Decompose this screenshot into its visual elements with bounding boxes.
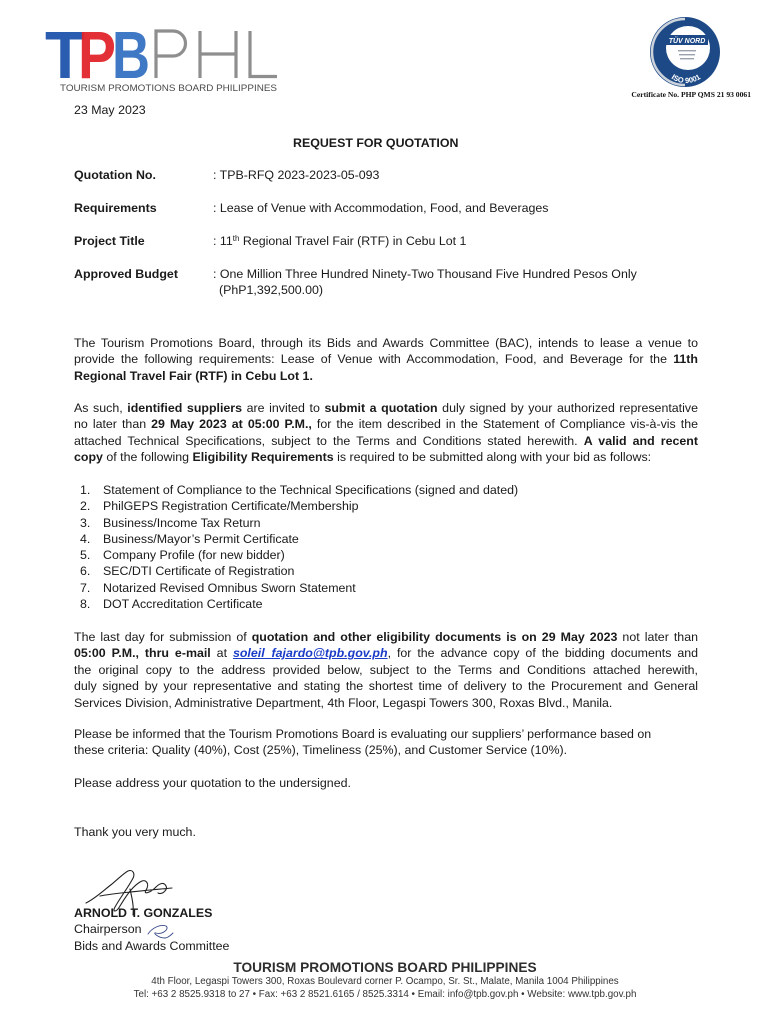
- list-text: SEC/DTI Certificate of Registration: [103, 564, 295, 579]
- field-label: Requirements: [74, 201, 157, 215]
- paragraph-line: [74, 629, 698, 645]
- field-label: Project Title: [74, 234, 145, 248]
- paragraph-line: [74, 695, 698, 711]
- field-value: [213, 266, 637, 299]
- paragraph-line: these criteria: Quality (40%), Cost (25%), Timeliness (25%), and Customer Service (10%).: [74, 743, 568, 758]
- field-value: : Lease of Venue with Accommodation, Food, and Beverages: [213, 201, 549, 215]
- bold-run: Eligibility Requirements: [192, 450, 334, 465]
- text-run: for the item described in the Statement of Compliance vis-à-vis the: [311, 417, 698, 432]
- list-item: [74, 498, 698, 514]
- list-number: 1.: [80, 483, 91, 497]
- certificate-number: Certificate No. PHP QMS 21 93 0061: [631, 90, 751, 99]
- signatory-name: ARNOLD T. GONZALES: [74, 906, 213, 920]
- text-run: duly signed by your authorized representative: [437, 401, 698, 415]
- list-text: Notarized Revised Omnibus Sworn Statement: [103, 580, 356, 595]
- bold-run: quotation and other eligibility documents is on 29 May 2023: [251, 630, 618, 644]
- footer-contact: Tel: +63 2 8525.9318 to 27 • Fax: +63 2 8521.6165 / 8525.3314 • Email: info@tpb.gov.ph • Website: www.tpb.gov.ph: [133, 989, 637, 1000]
- signatory-position: Chairperson: [74, 922, 142, 937]
- budget-in-figures: (PhP1,392,500.00): [219, 283, 324, 298]
- text-run: of the following: [102, 450, 193, 465]
- logo-letter-b: B: [112, 24, 150, 93]
- document-title: REQUEST FOR QUOTATION: [293, 136, 459, 150]
- cert-logo-fine-print: [680, 58, 694, 59]
- text-run: duly signed by your representative and stating the shortest time of delivery to the Procurement and General: [74, 679, 698, 694]
- list-number: 4.: [80, 531, 91, 546]
- text-run: , for the advance copy of the bidding documents and: [387, 646, 699, 661]
- budget-in-words: : One Million Three Hundred Ninety-Two Thousand Five Hundred Pesos Only: [213, 267, 637, 281]
- letter-date: 23 May 2023: [74, 103, 146, 117]
- list-text: Company Profile (for new bidder): [103, 548, 285, 563]
- list-number: 3.: [80, 515, 91, 530]
- bold-run: submit a quotation: [324, 401, 438, 415]
- text-run: not later than: [617, 630, 698, 644]
- text-run: As such,: [74, 401, 128, 415]
- eligibility-list: [74, 482, 698, 612]
- list-text: Statement of Compliance to the Technical Specifications (signed and dated): [103, 483, 519, 497]
- field-label: Quotation No.: [74, 168, 156, 182]
- tpb-phl-logo: [40, 24, 285, 98]
- list-text: Business/Income Tax Return: [103, 515, 261, 530]
- list-number: 8.: [80, 597, 91, 612]
- address-note: Please address your quotation to the undersigned.: [74, 776, 351, 790]
- list-item: [74, 482, 698, 498]
- paragraph-line: [74, 678, 698, 694]
- ordinal-suffix: th: [232, 234, 240, 243]
- text-run: is required to be submitted along with your bid as follows:: [333, 450, 652, 465]
- field-value: [213, 233, 466, 249]
- paragraph-line: [74, 416, 698, 432]
- paragraph-line: Please be informed that the Tourism Promotions Board is evaluating our suppliers’ performance based on: [74, 727, 652, 741]
- text-run: Services Division, Administrative Department, 4th Floor, Legaspi Towers 300, Roxas Blvd., Manila.: [74, 695, 613, 710]
- initials-stroke: [148, 925, 173, 938]
- logo-tagline: TOURISM PROMOTIONS BOARD PHILIPPINES: [60, 83, 277, 93]
- text-run: The Tourism Promotions Board, through its Bids and Awards Committee (BAC), intends to lease a venue to: [74, 336, 698, 350]
- paragraph-line: [74, 449, 698, 465]
- list-item: [74, 563, 698, 579]
- list-text: PhilGEPS Registration Certificate/Membership: [103, 499, 359, 514]
- field-row-requirements: [74, 200, 698, 217]
- bold-run: identified suppliers: [127, 401, 243, 415]
- field-value-start: : 11: [213, 234, 233, 248]
- list-text: DOT Accreditation Certificate: [103, 597, 263, 612]
- text-run: are invited to: [242, 401, 325, 415]
- field-row-project-title: [74, 233, 698, 250]
- cert-logo-name: TÜV NORD: [668, 38, 706, 45]
- bold-run: copy: [74, 450, 103, 465]
- evaluation-paragraph: [74, 726, 698, 759]
- field-row-approved-budget: [74, 266, 698, 300]
- paragraph-line: [74, 645, 698, 661]
- list-number: 7.: [80, 580, 91, 595]
- list-item: [74, 515, 698, 531]
- intro-paragraph: [74, 335, 698, 384]
- list-item: [74, 547, 698, 563]
- invitation-paragraph: [74, 400, 698, 466]
- iso-label: ISO 9001: [669, 72, 702, 86]
- list-number: 6.: [80, 564, 91, 579]
- logo-letter-p: P: [78, 24, 116, 93]
- closing-line: Thank you very much.: [74, 825, 196, 839]
- text-run: provide the following requirements: Lease of Venue with Accommodation, Food, and Beverage for the: [74, 352, 674, 367]
- paragraph-line: [74, 662, 698, 678]
- field-label: Approved Budget: [74, 267, 178, 281]
- cert-logo-inner: [666, 26, 710, 70]
- bold-run: 11th: [673, 352, 698, 367]
- paragraph-line: [74, 335, 698, 351]
- text-run: attached Technical Specifications, subject to the Terms and Conditions stated herewith.: [74, 433, 584, 448]
- bold-run: A valid and recent: [583, 433, 698, 448]
- handwritten-signature: [80, 860, 180, 950]
- list-number: 5.: [80, 548, 91, 563]
- signature-stroke: [86, 871, 172, 915]
- field-value-end: Regional Travel Fair (RTF) in Cebu Lot 1: [239, 234, 467, 248]
- certification-logo: [648, 15, 722, 89]
- bold-run: 05:00 P.M., thru e-mail: [74, 646, 211, 661]
- text-run: The last day for submission of: [74, 630, 252, 644]
- logo-phl-lettering: [156, 31, 277, 78]
- list-item: [74, 531, 698, 547]
- bold-run: Regional Travel Fair (RTF) in Cebu Lot 1.: [74, 368, 313, 383]
- bold-run: 29 May 2023 at 05:00 P.M.,: [151, 417, 312, 432]
- text-run: no later than: [74, 417, 152, 432]
- paragraph-line: [74, 351, 698, 367]
- field-value: : TPB-RFQ 2023-2023-05-093: [213, 168, 380, 182]
- paragraph-line: [74, 368, 698, 384]
- text-run: at: [210, 646, 233, 661]
- signatory-office: Bids and Awards Committee: [74, 938, 230, 953]
- cert-logo-fine-print: [678, 50, 696, 51]
- cert-logo-fine-print: [679, 54, 695, 55]
- text-run: the original copy to the address provided below, subject to the Terms and Conditions attached herewith,: [74, 662, 698, 677]
- logo-letter-t: T: [45, 24, 86, 93]
- field-row-quotation-no: [74, 167, 698, 184]
- submission-paragraph: [74, 629, 698, 711]
- paragraph-line: [74, 433, 698, 449]
- list-item: [74, 580, 698, 596]
- footer-organization: TOURISM PROMOTIONS BOARD PHILIPPINES: [233, 960, 537, 975]
- list-number: 2.: [80, 499, 91, 514]
- footer-address: 4th Floor, Legaspi Towers 300, Roxas Boulevard corner P. Ocampo, Sr. St., Malate, Manila 1004 Philippines: [151, 976, 619, 987]
- paragraph-line: [74, 400, 698, 416]
- email-link[interactable]: soleil_fajardo@tpb.gov.ph: [232, 646, 388, 661]
- list-text: Business/Mayor’s Permit Certificate: [103, 531, 299, 546]
- list-item: [74, 596, 698, 612]
